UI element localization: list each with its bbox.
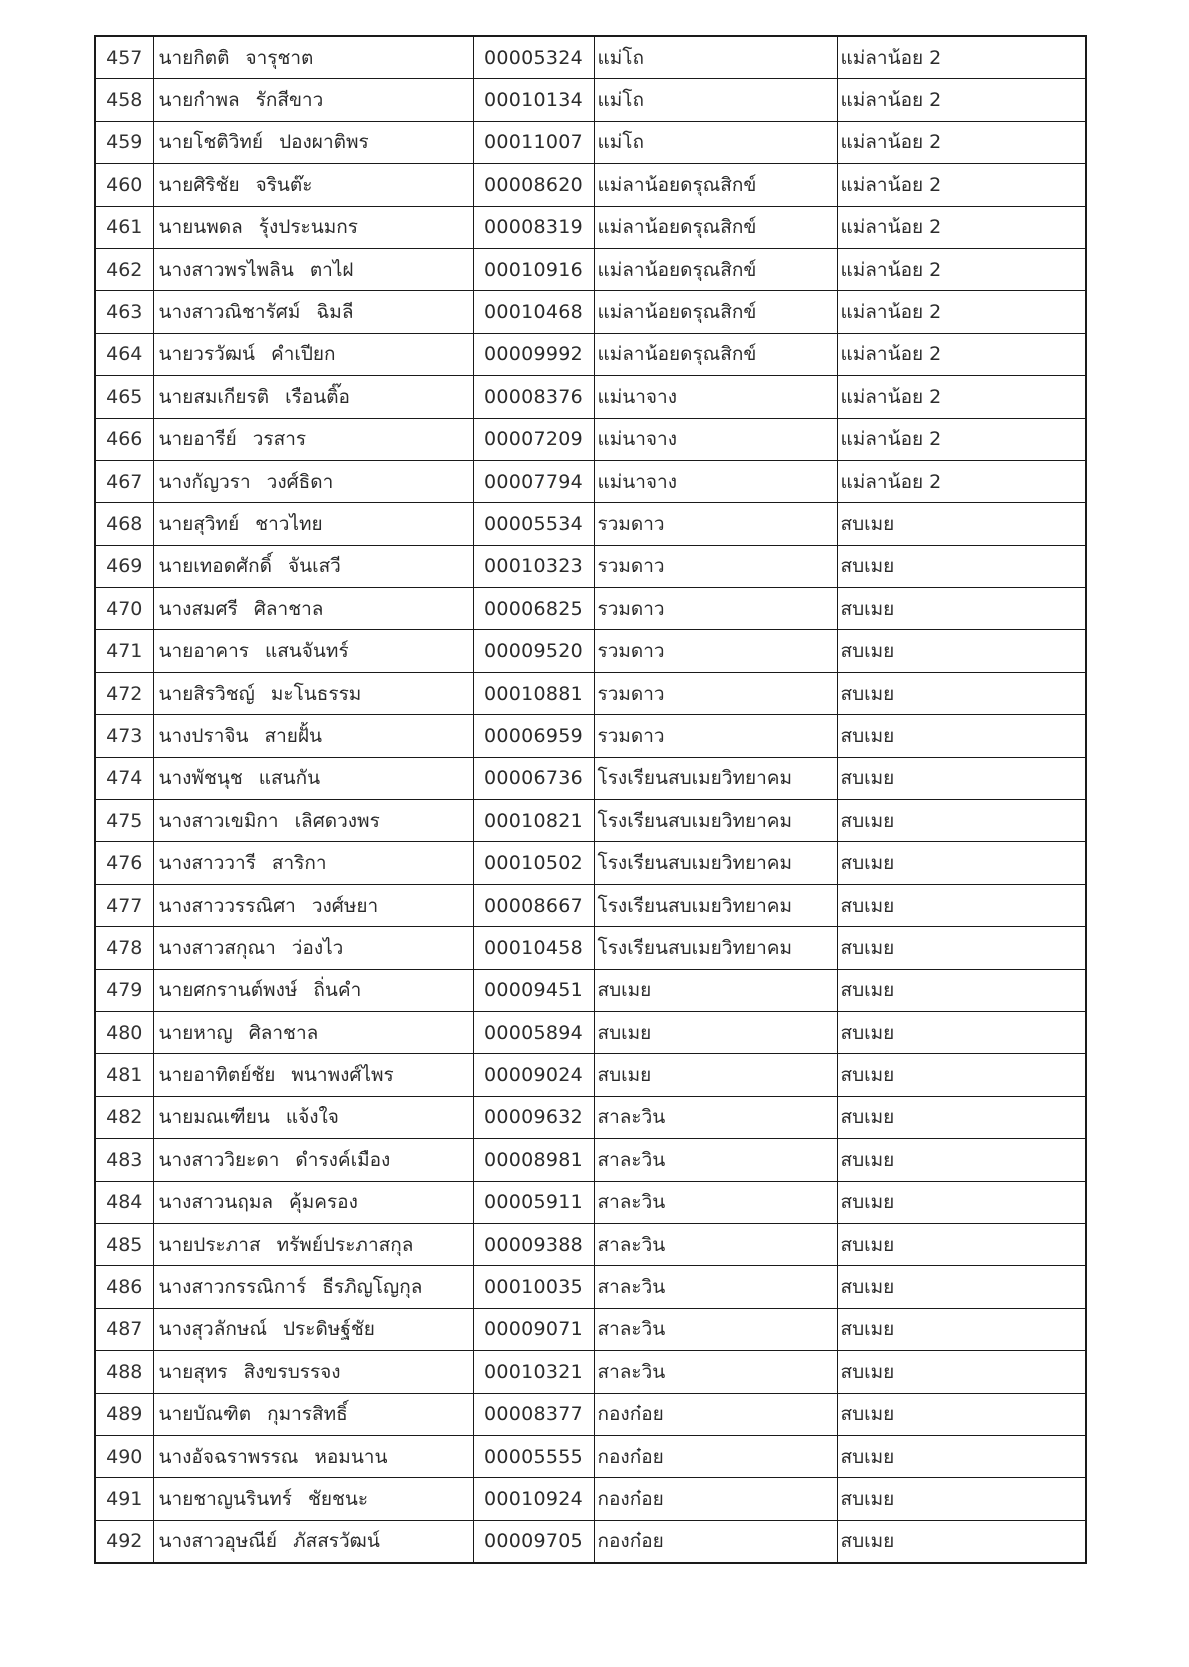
school-name: กองก๋อย: [594, 1435, 837, 1477]
person-name: [153, 164, 473, 206]
personnel-id: 00008376: [473, 376, 594, 418]
personnel-id: 00006736: [473, 757, 594, 799]
personnel-id: 00005534: [473, 503, 594, 545]
network-name: สบเมย: [837, 1011, 1086, 1053]
person-name: [153, 1351, 473, 1393]
network-name: สบเมย: [837, 588, 1086, 630]
first-name: นางสุวลักษณ์: [158, 1318, 267, 1341]
network-name: สบเมย: [837, 545, 1086, 587]
school-name: แม่ลาน้อยดรุณสิกข์: [594, 164, 837, 206]
row-number: 457: [95, 36, 153, 79]
school-name: รวมดาว: [594, 588, 837, 630]
personnel-id: 00005324: [473, 36, 594, 79]
last-name: แจ้งใจ: [285, 1106, 339, 1129]
first-name: นายนพดล: [158, 216, 243, 239]
table-row: [95, 376, 1086, 418]
person-name: [153, 1181, 473, 1223]
personnel-id: 00007794: [473, 460, 594, 502]
row-number: 490: [95, 1435, 153, 1477]
row-number: 486: [95, 1266, 153, 1308]
personnel-id: 00009992: [473, 333, 594, 375]
network-name: แม่ลาน้อย 2: [837, 79, 1086, 121]
school-name: รวมดาว: [594, 630, 837, 672]
network-name: แม่ลาน้อย 2: [837, 291, 1086, 333]
row-number: 465: [95, 376, 153, 418]
person-name: [153, 248, 473, 290]
network-name: สบเมย: [837, 884, 1086, 926]
row-number: 476: [95, 842, 153, 884]
first-name: นายประภาส: [158, 1233, 261, 1256]
school-name: แม่โถ: [594, 79, 837, 121]
personnel-id: 00005894: [473, 1011, 594, 1053]
network-name: สบเมย: [837, 1520, 1086, 1563]
person-name: [153, 969, 473, 1011]
school-name: สาละวิน: [594, 1308, 837, 1350]
last-name: พนาพงศ์ไพร: [291, 1064, 394, 1087]
school-name: สบเมย: [594, 1054, 837, 1096]
person-name: [153, 1393, 473, 1435]
row-number: 469: [95, 545, 153, 587]
personnel-id: 00010134: [473, 79, 594, 121]
personnel-id: 00005555: [473, 1435, 594, 1477]
row-number: 484: [95, 1181, 153, 1223]
first-name: นายเทอดศักดิ์: [158, 555, 272, 578]
first-name: นางสาวพรไพลิน: [158, 258, 294, 281]
table-row: [95, 1011, 1086, 1053]
table-row: [95, 1351, 1086, 1393]
first-name: นางสาวเขมิกา: [158, 809, 279, 832]
first-name: นางสาวนฤมล: [158, 1191, 274, 1214]
personnel-id: 00008981: [473, 1139, 594, 1181]
last-name: แสนกัน: [258, 767, 321, 790]
person-name: [153, 630, 473, 672]
school-name: กองก๋อย: [594, 1478, 837, 1520]
network-name: สบเมย: [837, 672, 1086, 714]
network-name: สบเมย: [837, 969, 1086, 1011]
school-name: โรงเรียนสบเมยวิทยาคม: [594, 800, 837, 842]
first-name: นายกิตติ: [158, 46, 230, 69]
network-name: แม่ลาน้อย 2: [837, 418, 1086, 460]
personnel-id: 00010035: [473, 1266, 594, 1308]
school-name: รวมดาว: [594, 672, 837, 714]
table-row: [95, 1266, 1086, 1308]
person-name: [153, 121, 473, 163]
row-number: 464: [95, 333, 153, 375]
row-number: 481: [95, 1054, 153, 1096]
first-name: นางพัชนุช: [158, 767, 243, 790]
table-row: [95, 927, 1086, 969]
table-row: [95, 630, 1086, 672]
first-name: นายสมเกียรติ: [158, 385, 270, 408]
first-name: นางกัญวรา: [158, 470, 251, 493]
first-name: นายอารีย์: [158, 428, 237, 451]
first-name: นายกำพล: [158, 89, 240, 112]
school-name: สาละวิน: [594, 1181, 837, 1223]
table-row: [95, 418, 1086, 460]
school-name: แม่ลาน้อยดรุณสิกข์: [594, 333, 837, 375]
first-name: นางสาววรรณิศา: [158, 894, 296, 917]
network-name: แม่ลาน้อย 2: [837, 36, 1086, 79]
school-name: แม่นาจาง: [594, 460, 837, 502]
table-row: [95, 588, 1086, 630]
table-row: [95, 800, 1086, 842]
first-name: นางสาววารี: [158, 852, 256, 875]
personnel-id: 00009632: [473, 1096, 594, 1138]
person-name: [153, 672, 473, 714]
school-name: สาละวิน: [594, 1096, 837, 1138]
row-number: 470: [95, 588, 153, 630]
person-name: [153, 1011, 473, 1053]
last-name: กุมารสิทธิ์: [267, 1403, 348, 1426]
last-name: วงศ์ษยา: [311, 894, 379, 917]
row-number: 480: [95, 1011, 153, 1053]
table-row: [95, 884, 1086, 926]
personnel-id: 00010321: [473, 1351, 594, 1393]
first-name: นางสาววิยะดา: [158, 1148, 280, 1171]
row-number: 458: [95, 79, 153, 121]
row-number: 461: [95, 206, 153, 248]
row-number: 463: [95, 291, 153, 333]
person-name: [153, 545, 473, 587]
personnel-id: 00011007: [473, 121, 594, 163]
person-name: [153, 1096, 473, 1138]
first-name: นางสมศรี: [158, 597, 238, 620]
first-name: นางสาวสกุณา: [158, 936, 276, 959]
table-row: [95, 1435, 1086, 1477]
first-name: นายสิรวิชญ์: [158, 682, 255, 705]
first-name: นายสุวิทย์: [158, 512, 240, 535]
network-name: แม่ลาน้อย 2: [837, 206, 1086, 248]
school-name: แม่ลาน้อยดรุณสิกข์: [594, 248, 837, 290]
first-name: นางปราจิน: [158, 724, 249, 747]
table-row: [95, 36, 1086, 79]
school-name: สบเมย: [594, 969, 837, 1011]
last-name: ปองผาติพร: [279, 131, 369, 154]
row-number: 471: [95, 630, 153, 672]
school-name: โรงเรียนสบเมยวิทยาคม: [594, 757, 837, 799]
first-name: นายมณเฑียน: [158, 1106, 270, 1129]
person-name: [153, 376, 473, 418]
school-name: กองก๋อย: [594, 1520, 837, 1563]
last-name: ภัสสรวัฒน์: [293, 1530, 380, 1553]
row-number: 483: [95, 1139, 153, 1181]
first-name: นางอัจฉราพรรณ: [158, 1445, 299, 1468]
last-name: จันเสวี: [287, 555, 341, 578]
last-name: ดำรงค์เมือง: [295, 1148, 391, 1171]
school-name: แม่ลาน้อยดรุณสิกข์: [594, 291, 837, 333]
first-name: นายศกรานต์พงษ์: [158, 979, 298, 1002]
person-name: [153, 503, 473, 545]
last-name: ประดิษฐ์ชัย: [283, 1318, 375, 1341]
school-name: สาละวิน: [594, 1139, 837, 1181]
school-name: แม่โถ: [594, 121, 837, 163]
table-row: [95, 460, 1086, 502]
network-name: แม่ลาน้อย 2: [837, 164, 1086, 206]
person-name: [153, 842, 473, 884]
first-name: นายอาคาร: [158, 640, 249, 663]
person-name: [153, 927, 473, 969]
personnel-id: 00010458: [473, 927, 594, 969]
network-name: สบเมย: [837, 1181, 1086, 1223]
personnel-id: 00009388: [473, 1223, 594, 1265]
table-row: [95, 1308, 1086, 1350]
person-name: [153, 79, 473, 121]
person-name: [153, 1478, 473, 1520]
network-name: สบเมย: [837, 1266, 1086, 1308]
personnel-id: 00009705: [473, 1520, 594, 1563]
table-row: [95, 1096, 1086, 1138]
school-name: โรงเรียนสบเมยวิทยาคม: [594, 927, 837, 969]
network-name: แม่ลาน้อย 2: [837, 460, 1086, 502]
network-name: แม่ลาน้อย 2: [837, 333, 1086, 375]
network-name: สบเมย: [837, 1478, 1086, 1520]
last-name: สาริกา: [271, 852, 327, 875]
person-name: [153, 884, 473, 926]
last-name: รักสีขาว: [255, 89, 324, 112]
row-number: 472: [95, 672, 153, 714]
table-row: [95, 672, 1086, 714]
row-number: 485: [95, 1223, 153, 1265]
last-name: แสนจันทร์: [264, 640, 349, 663]
first-name: นายบัณฑิต: [158, 1403, 252, 1426]
network-name: สบเมย: [837, 927, 1086, 969]
table-row: [95, 842, 1086, 884]
network-name: แม่ลาน้อย 2: [837, 376, 1086, 418]
personnel-id: 00006959: [473, 715, 594, 757]
network-name: สบเมย: [837, 757, 1086, 799]
school-name: รวมดาว: [594, 545, 837, 587]
person-name: [153, 291, 473, 333]
personnel-id: 00005911: [473, 1181, 594, 1223]
row-number: 467: [95, 460, 153, 502]
person-name: [153, 1223, 473, 1265]
row-number: 477: [95, 884, 153, 926]
first-name: นายวรวัฒน์: [158, 343, 255, 366]
school-name: สาละวิน: [594, 1351, 837, 1393]
row-number: 462: [95, 248, 153, 290]
school-name: รวมดาว: [594, 503, 837, 545]
last-name: ฉิมลี: [316, 301, 354, 324]
table-row: [95, 291, 1086, 333]
person-name: [153, 1266, 473, 1308]
personnel-id: 00010502: [473, 842, 594, 884]
first-name: นางสาวกรรณิการ์: [158, 1276, 307, 1299]
person-name: [153, 1308, 473, 1350]
personnel-id: 00010924: [473, 1478, 594, 1520]
last-name: หอมนาน: [314, 1445, 388, 1468]
first-name: นายอาทิตย์ชัย: [158, 1064, 276, 1087]
network-name: สบเมย: [837, 1054, 1086, 1096]
row-number: 479: [95, 969, 153, 1011]
person-name: [153, 460, 473, 502]
school-name: โรงเรียนสบเมยวิทยาคม: [594, 842, 837, 884]
last-name: สิงขรบรรจง: [243, 1360, 341, 1383]
person-name: [153, 333, 473, 375]
network-name: สบเมย: [837, 630, 1086, 672]
person-name: [153, 418, 473, 460]
network-name: สบเมย: [837, 1308, 1086, 1350]
row-number: 489: [95, 1393, 153, 1435]
row-number: 468: [95, 503, 153, 545]
network-name: สบเมย: [837, 715, 1086, 757]
row-number: 482: [95, 1096, 153, 1138]
last-name: ธีรภิญโญกุล: [322, 1276, 423, 1299]
person-name: [153, 715, 473, 757]
personnel-id: 00010323: [473, 545, 594, 587]
first-name: นายศิริชัย: [158, 173, 240, 196]
first-name: นางสาวณิชารัศม์: [158, 301, 301, 324]
row-number: 459: [95, 121, 153, 163]
personnel-id: 00009520: [473, 630, 594, 672]
network-name: แม่ลาน้อย 2: [837, 121, 1086, 163]
network-name: สบเมย: [837, 800, 1086, 842]
personnel-id: 00009024: [473, 1054, 594, 1096]
personnel-id: 00009451: [473, 969, 594, 1011]
network-name: สบเมย: [837, 1223, 1086, 1265]
last-name: ศิลาชาล: [248, 1021, 319, 1044]
table-row: [95, 333, 1086, 375]
network-name: สบเมย: [837, 1139, 1086, 1181]
row-number: 466: [95, 418, 153, 460]
last-name: คำเปียก: [270, 343, 336, 366]
last-name: จารุชาต: [245, 46, 314, 69]
last-name: คุ้มครอง: [289, 1191, 358, 1214]
school-name: สาละวิน: [594, 1223, 837, 1265]
table-row: [95, 1393, 1086, 1435]
last-name: ว่องไว: [291, 936, 344, 959]
row-number: 488: [95, 1351, 153, 1393]
table-row: [95, 1139, 1086, 1181]
row-number: 478: [95, 927, 153, 969]
school-name: กองก๋อย: [594, 1393, 837, 1435]
row-number: 460: [95, 164, 153, 206]
table-row: [95, 206, 1086, 248]
personnel-id: 00008319: [473, 206, 594, 248]
table-row: [95, 969, 1086, 1011]
first-name: นายชาญนรินทร์: [158, 1487, 292, 1510]
last-name: รุ้งประนมกร: [258, 216, 358, 239]
school-name: แม่ลาน้อยดรุณสิกข์: [594, 206, 837, 248]
last-name: เรือนติ๊อ: [285, 385, 350, 408]
first-name: นางสาวอุษณีย์: [158, 1530, 278, 1553]
table-row: [95, 1478, 1086, 1520]
person-name: [153, 588, 473, 630]
personnel-id: 00008620: [473, 164, 594, 206]
last-name: จรินต๊ะ: [255, 173, 313, 196]
personnel-id: 00006825: [473, 588, 594, 630]
network-name: สบเมย: [837, 503, 1086, 545]
personnel-id: 00010468: [473, 291, 594, 333]
person-name: [153, 1139, 473, 1181]
last-name: ถิ่นคำ: [313, 979, 362, 1002]
personnel-id: 00010881: [473, 672, 594, 714]
last-name: วงศ์ธิดา: [266, 470, 334, 493]
table-row: [95, 121, 1086, 163]
first-name: นายโชติวิทย์: [158, 131, 264, 154]
school-name: แม่นาจาง: [594, 418, 837, 460]
network-name: สบเมย: [837, 1393, 1086, 1435]
table-row: [95, 79, 1086, 121]
row-number: 474: [95, 757, 153, 799]
person-name: [153, 36, 473, 79]
last-name: ทรัพย์ประภาสกุล: [276, 1233, 414, 1256]
row-number: 473: [95, 715, 153, 757]
last-name: วรสาร: [252, 428, 307, 451]
last-name: ชาวไทย: [255, 512, 323, 535]
person-name: [153, 206, 473, 248]
table-row: [95, 248, 1086, 290]
school-name: แม่นาจาง: [594, 376, 837, 418]
table-row: [95, 1520, 1086, 1563]
person-name: [153, 1520, 473, 1563]
table-row: [95, 1181, 1086, 1223]
person-name: [153, 1435, 473, 1477]
table-row: [95, 757, 1086, 799]
personnel-id: 00009071: [473, 1308, 594, 1350]
personnel-id: 00007209: [473, 418, 594, 460]
network-name: สบเมย: [837, 842, 1086, 884]
table-row: [95, 1223, 1086, 1265]
school-name: สาละวิน: [594, 1266, 837, 1308]
last-name: ชัยชนะ: [307, 1487, 369, 1510]
row-number: 475: [95, 800, 153, 842]
table-row: [95, 164, 1086, 206]
last-name: ตาไฝ: [309, 258, 354, 281]
network-name: สบเมย: [837, 1351, 1086, 1393]
table-row: [95, 1054, 1086, 1096]
first-name: นายสุทร: [158, 1360, 228, 1383]
last-name: สายฝั้น: [264, 724, 323, 747]
person-name: [153, 757, 473, 799]
table-body: [95, 36, 1086, 1563]
network-name: แม่ลาน้อย 2: [837, 248, 1086, 290]
last-name: มะโนธรรม: [270, 682, 362, 705]
personnel-table: [94, 35, 1087, 1564]
school-name: สบเมย: [594, 1011, 837, 1053]
school-name: รวมดาว: [594, 715, 837, 757]
personnel-id: 00008667: [473, 884, 594, 926]
row-number: 492: [95, 1520, 153, 1563]
last-name: ศิลาชาล: [253, 597, 324, 620]
row-number: 491: [95, 1478, 153, 1520]
personnel-id: 00008377: [473, 1393, 594, 1435]
person-name: [153, 800, 473, 842]
table-row: [95, 715, 1086, 757]
network-name: สบเมย: [837, 1096, 1086, 1138]
school-name: โรงเรียนสบเมยวิทยาคม: [594, 884, 837, 926]
row-number: 487: [95, 1308, 153, 1350]
first-name: นายหาญ: [158, 1021, 233, 1044]
table-row: [95, 503, 1086, 545]
last-name: เลิศดวงพร: [294, 809, 380, 832]
network-name: สบเมย: [837, 1435, 1086, 1477]
personnel-id: 00010821: [473, 800, 594, 842]
personnel-id: 00010916: [473, 248, 594, 290]
person-name: [153, 1054, 473, 1096]
school-name: แม่โถ: [594, 36, 837, 79]
table-row: [95, 545, 1086, 587]
